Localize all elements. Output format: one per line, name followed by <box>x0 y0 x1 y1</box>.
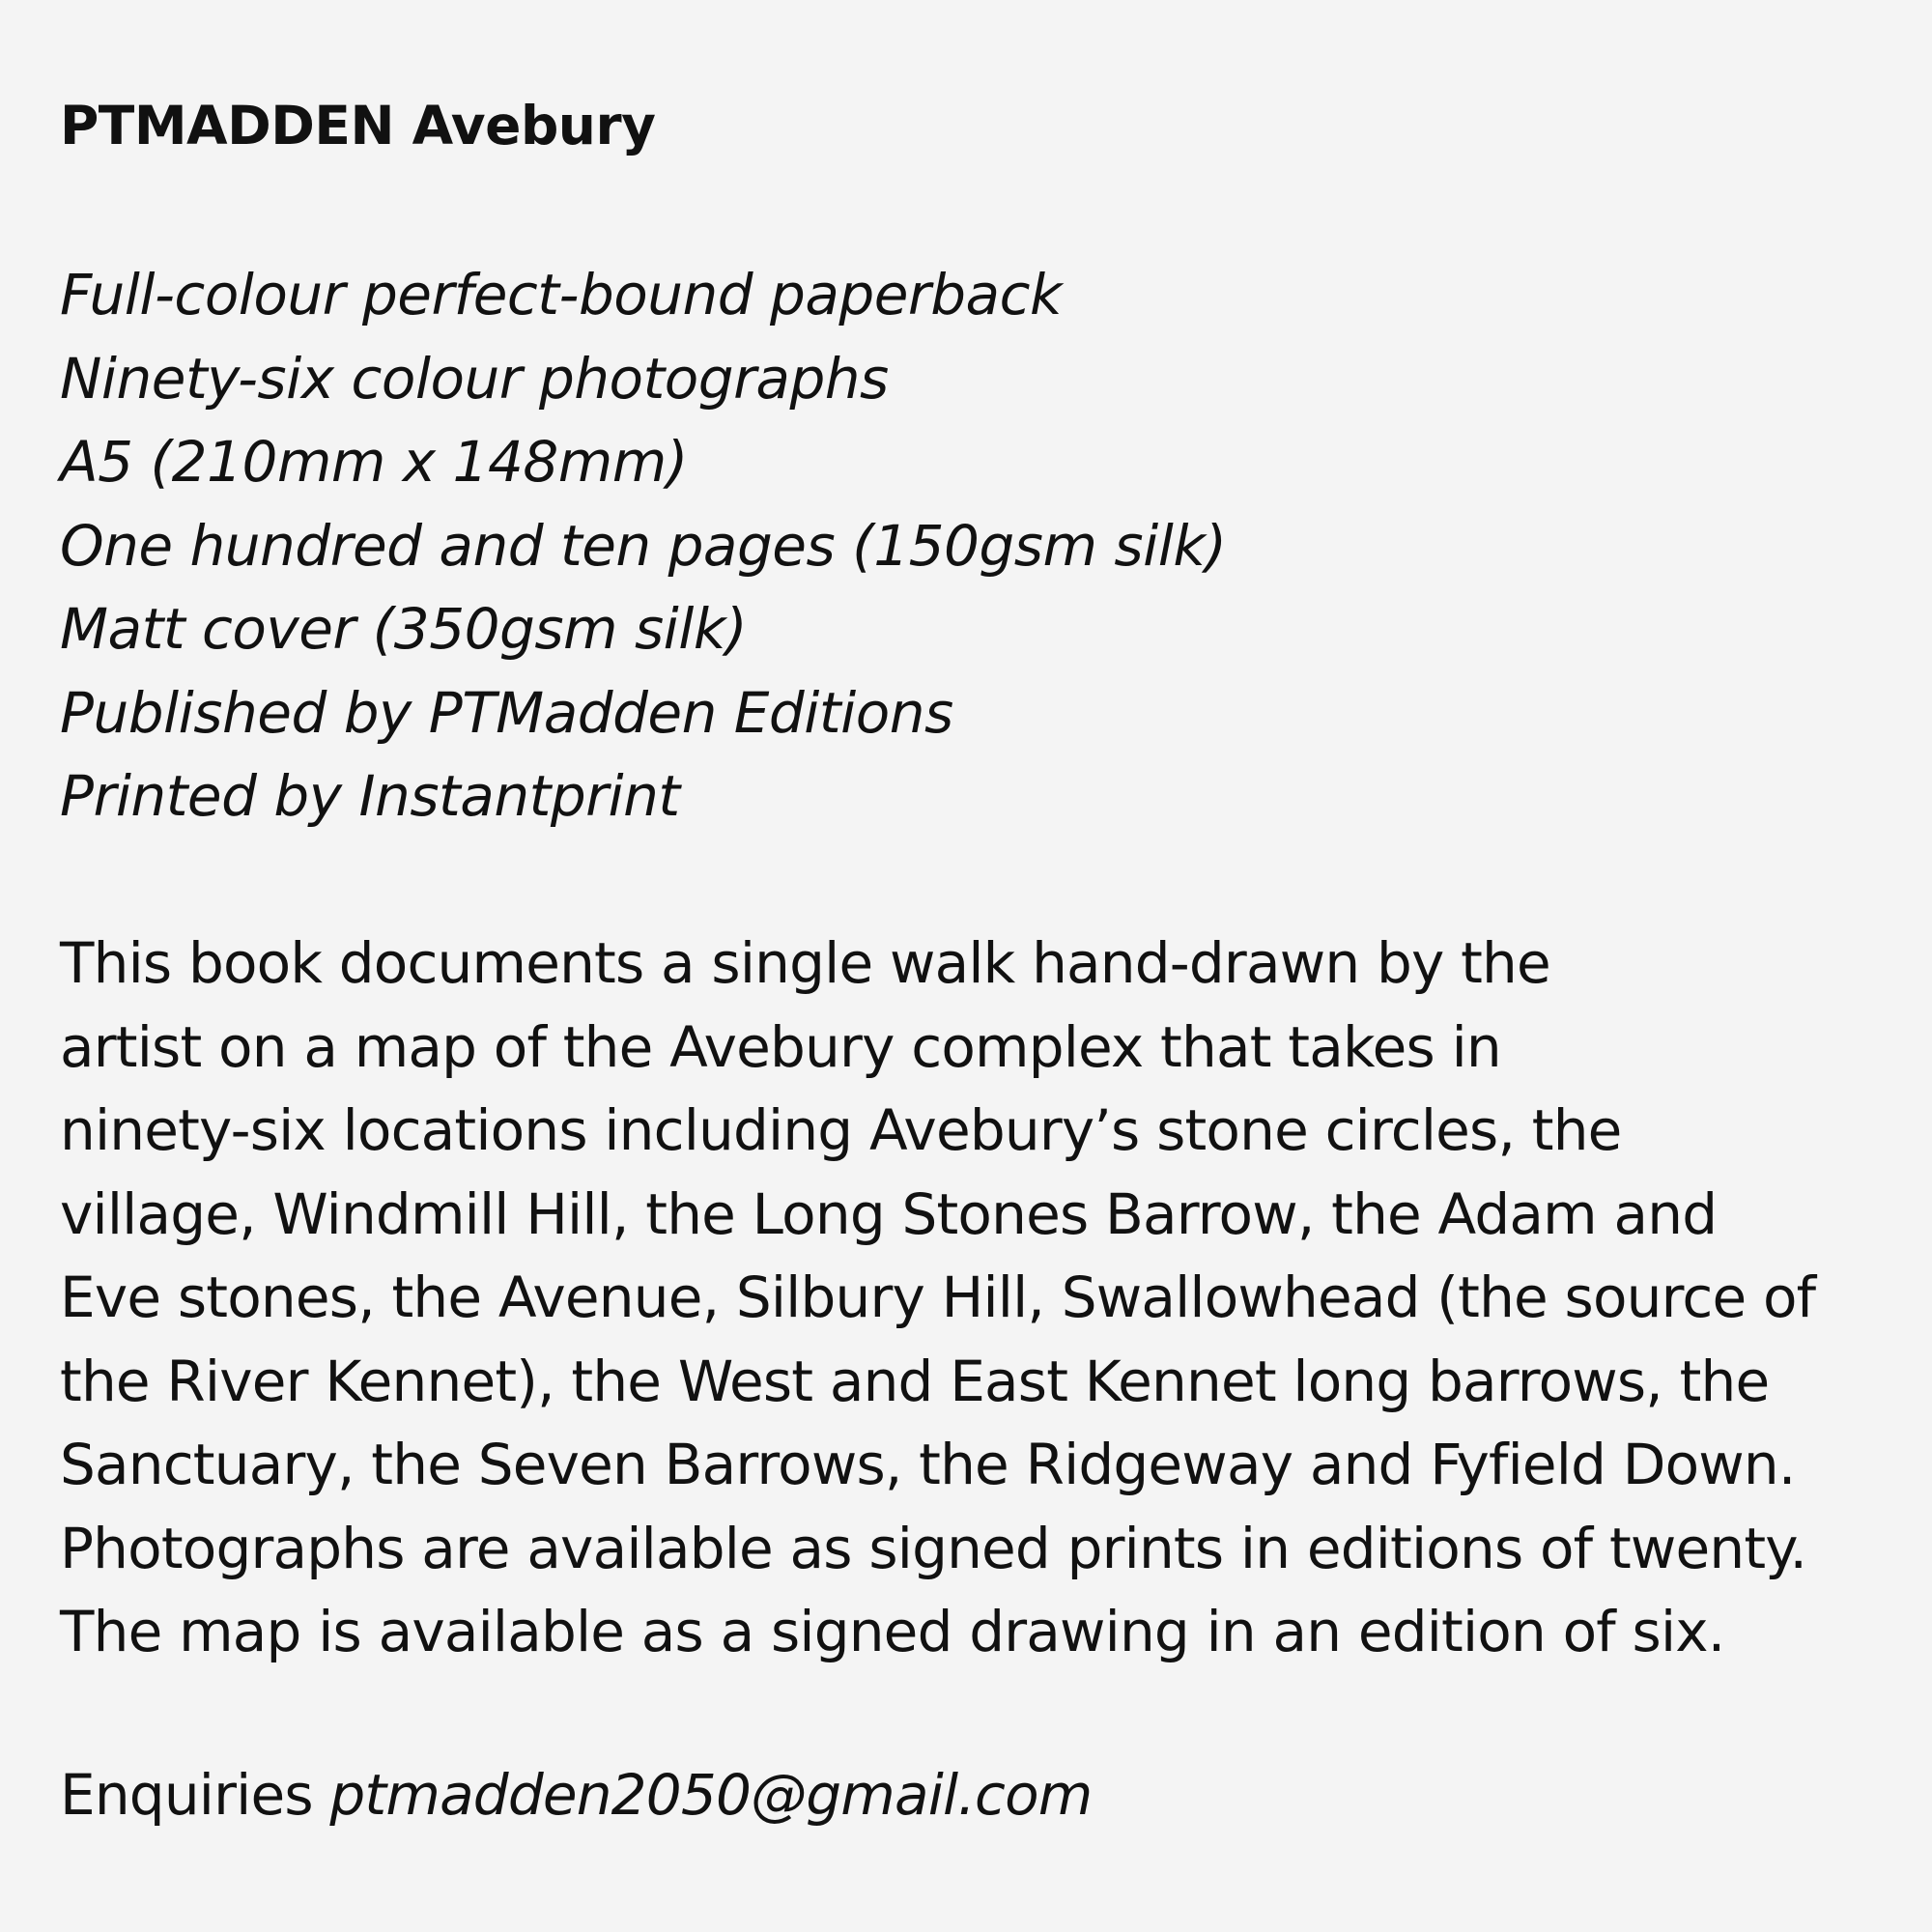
description-line: Sanctuary, the Seven Barrows, the Ridgeway and Fyfield Down. <box>60 1432 1796 1497</box>
spec-cover: Matt cover (350gsm silk) <box>60 596 748 662</box>
description-line: the River Kennet), the West and East Kennet long barrows, the <box>60 1348 1770 1414</box>
spec-printer: Printed by Instantprint <box>60 763 680 829</box>
book-description <box>60 922 1815 1674</box>
description-line: Eve stones, the Avenue, Silbury Hill, Swallowhead (the source of <box>60 1264 1816 1330</box>
spec-photographs: Ninety-six colour photographs <box>60 345 889 412</box>
description-line: village, Windmill Hill, the Long Stones Barrow, the Adam and <box>60 1180 1718 1247</box>
description-line: The map is available as a signed drawing in an edition of six. <box>60 1599 1725 1664</box>
book-title: PTMADDEN Avebury <box>60 95 656 156</box>
description-line: ninety-six locations including Avebury’s stone circles, the <box>60 1097 1622 1163</box>
spec-size: A5 (210mm x 148mm) <box>60 429 688 495</box>
description-line: Photographs are available as signed prints in editions of twenty. <box>60 1515 1807 1581</box>
spec-publisher: Published by PTMadden Editions <box>60 679 953 746</box>
spec-binding: Full-colour perfect-bound paperback <box>60 262 1063 327</box>
description-line: This book documents a single walk hand-drawn by the <box>60 930 1550 996</box>
description-line: artist on a map of the Avebury complex that takes in <box>60 1013 1501 1080</box>
spec-pages: One hundred and ten pages (150gsm silk) <box>60 512 1227 579</box>
enquiries-label: Enquiries <box>60 1762 313 1828</box>
enquiries-line <box>60 1753 1092 1837</box>
book-specifications <box>60 253 1227 838</box>
enquiries-email-link[interactable]: ptmadden2050@gmail.com <box>329 1762 1093 1828</box>
